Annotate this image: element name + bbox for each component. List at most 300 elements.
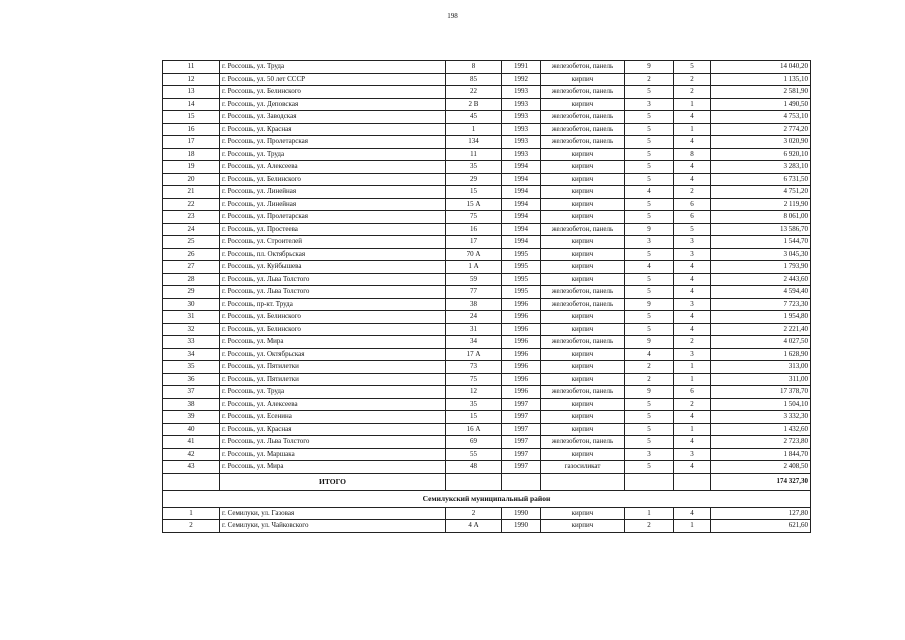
year-cell: 1994 xyxy=(502,198,541,211)
floors-cell: 5 xyxy=(625,136,674,149)
row-number: 18 xyxy=(163,148,220,161)
row-number: 26 xyxy=(163,248,220,261)
row-number: 34 xyxy=(163,348,220,361)
address-cell: г. Семилуки, ул. Чайковского xyxy=(220,520,446,533)
year-cell: 1993 xyxy=(502,86,541,99)
table-row xyxy=(163,86,811,99)
house-number-cell: 8 xyxy=(446,61,502,74)
row-number: 21 xyxy=(163,186,220,199)
table-row xyxy=(163,111,811,124)
entrances-cell: 4 xyxy=(674,323,711,336)
area-cell: 1 490,50 xyxy=(711,98,811,111)
row-number: 41 xyxy=(163,436,220,449)
address-cell: г. Россошь, ул. Красная xyxy=(220,423,446,436)
house-number-cell: 1 xyxy=(446,123,502,136)
house-number-cell: 12 xyxy=(446,386,502,399)
address-cell: г. Россошь, ул. Труда xyxy=(220,386,446,399)
address-cell: г. Россошь, ул. 50 лет СССР xyxy=(220,73,446,86)
area-cell: 13 586,70 xyxy=(711,223,811,236)
entrances-cell: 2 xyxy=(674,186,711,199)
row-number: 12 xyxy=(163,73,220,86)
material-cell: железобетон, панель xyxy=(541,61,625,74)
row-number: 35 xyxy=(163,361,220,374)
area-cell: 3 020,90 xyxy=(711,136,811,149)
table-row xyxy=(163,73,811,86)
entrances-cell: 4 xyxy=(674,311,711,324)
row-number: 31 xyxy=(163,311,220,324)
entrances-cell: 4 xyxy=(674,436,711,449)
house-number-cell: 4 А xyxy=(446,520,502,533)
area-cell: 4 027,50 xyxy=(711,336,811,349)
area-cell: 2 581,90 xyxy=(711,86,811,99)
entrances-cell: 1 xyxy=(674,373,711,386)
table-row xyxy=(163,373,811,386)
area-cell: 1 432,60 xyxy=(711,423,811,436)
year-cell: 1996 xyxy=(502,323,541,336)
floors-cell: 5 xyxy=(625,248,674,261)
house-number-cell: 35 xyxy=(446,161,502,174)
floors-cell: 5 xyxy=(625,198,674,211)
material-cell: кирпич xyxy=(541,520,625,533)
material-cell: кирпич xyxy=(541,311,625,324)
table-row xyxy=(163,411,811,424)
area-cell: 3 283,10 xyxy=(711,161,811,174)
row-number: 27 xyxy=(163,261,220,274)
material-cell: кирпич xyxy=(541,98,625,111)
house-number-cell: 70 А xyxy=(446,248,502,261)
address-cell: г. Россошь, ул. Есенина xyxy=(220,411,446,424)
table-row xyxy=(163,423,811,436)
house-number-cell: 29 xyxy=(446,173,502,186)
entrances-cell: 4 xyxy=(674,161,711,174)
area-cell: 1 628,90 xyxy=(711,348,811,361)
table-row xyxy=(163,520,811,533)
row-number: 28 xyxy=(163,273,220,286)
row-number: 36 xyxy=(163,373,220,386)
address-cell: г. Россошь, ул. Линейная xyxy=(220,198,446,211)
address-cell: г. Россошь, ул. Октябрьская xyxy=(220,348,446,361)
table-row xyxy=(163,461,811,474)
year-cell: 1994 xyxy=(502,211,541,224)
floors-cell: 5 xyxy=(625,123,674,136)
address-cell: г. Россошь, ул. Линейная xyxy=(220,186,446,199)
area-cell: 1 793,90 xyxy=(711,261,811,274)
address-cell: г. Россошь, ул. Пролетарская xyxy=(220,211,446,224)
material-cell: кирпич xyxy=(541,323,625,336)
row-number: 38 xyxy=(163,398,220,411)
floors-cell: 5 xyxy=(625,161,674,174)
house-number-cell: 15 xyxy=(446,186,502,199)
year-cell: 1991 xyxy=(502,61,541,74)
floors-cell: 9 xyxy=(625,298,674,311)
area-cell: 6 920,10 xyxy=(711,148,811,161)
entrances-cell: 3 xyxy=(674,348,711,361)
floors-cell: 9 xyxy=(625,61,674,74)
material-cell: кирпич xyxy=(541,373,625,386)
table-row xyxy=(163,507,811,520)
house-number-cell: 48 xyxy=(446,461,502,474)
floors-cell: 2 xyxy=(625,73,674,86)
entrances-cell: 2 xyxy=(674,398,711,411)
address-cell: г. Россошь, ул. Льва Толстого xyxy=(220,273,446,286)
material-cell: железобетон, панель xyxy=(541,436,625,449)
floors-cell: 3 xyxy=(625,448,674,461)
area-cell: 2 408,50 xyxy=(711,461,811,474)
material-cell: кирпич xyxy=(541,248,625,261)
house-number-cell: 22 xyxy=(446,86,502,99)
material-cell: железобетон, панель xyxy=(541,286,625,299)
address-cell: г. Россошь, ул. Пролетарская xyxy=(220,136,446,149)
entrances-cell: 6 xyxy=(674,386,711,399)
floors-cell: 5 xyxy=(625,273,674,286)
material-cell: железобетон, панель xyxy=(541,298,625,311)
floors-cell: 5 xyxy=(625,323,674,336)
address-cell: г. Россошь, ул. Деповская xyxy=(220,98,446,111)
table-row xyxy=(163,61,811,74)
entrances-cell: 6 xyxy=(674,198,711,211)
year-cell: 1997 xyxy=(502,436,541,449)
material-cell: кирпич xyxy=(541,448,625,461)
floors-cell: 5 xyxy=(625,148,674,161)
address-cell: г. Россошь, ул. Белинского xyxy=(220,173,446,186)
total-empty-cell xyxy=(446,473,502,490)
house-number-cell: 1 А xyxy=(446,261,502,274)
entrances-cell: 4 xyxy=(674,461,711,474)
year-cell: 1996 xyxy=(502,298,541,311)
area-cell: 311,00 xyxy=(711,373,811,386)
row-number: 14 xyxy=(163,98,220,111)
entrances-cell: 3 xyxy=(674,298,711,311)
house-number-cell: 17 А xyxy=(446,348,502,361)
table-row xyxy=(163,386,811,399)
area-cell: 2 723,80 xyxy=(711,436,811,449)
year-cell: 1993 xyxy=(502,98,541,111)
entrances-cell: 5 xyxy=(674,61,711,74)
house-number-cell: 75 xyxy=(446,373,502,386)
floors-cell: 4 xyxy=(625,348,674,361)
year-cell: 1995 xyxy=(502,261,541,274)
entrances-cell: 4 xyxy=(674,111,711,124)
entrances-cell: 4 xyxy=(674,273,711,286)
floors-cell: 5 xyxy=(625,461,674,474)
area-cell: 1 135,10 xyxy=(711,73,811,86)
table-row xyxy=(163,98,811,111)
house-number-cell: 2 В xyxy=(446,98,502,111)
house-number-cell: 73 xyxy=(446,361,502,374)
total-label: ИТОГО xyxy=(220,473,446,490)
area-cell: 2 221,40 xyxy=(711,323,811,336)
address-cell: г. Россошь, ул. Красная xyxy=(220,123,446,136)
area-cell: 1 544,70 xyxy=(711,236,811,249)
floors-cell: 5 xyxy=(625,111,674,124)
floors-cell: 9 xyxy=(625,336,674,349)
address-cell: г. Россошь, ул. Мира xyxy=(220,461,446,474)
year-cell: 1996 xyxy=(502,348,541,361)
area-cell: 6 731,50 xyxy=(711,173,811,186)
material-cell: кирпич xyxy=(541,148,625,161)
year-cell: 1993 xyxy=(502,148,541,161)
area-cell: 313,00 xyxy=(711,361,811,374)
row-number: 25 xyxy=(163,236,220,249)
entrances-cell: 1 xyxy=(674,123,711,136)
table-row xyxy=(163,348,811,361)
material-cell: кирпич xyxy=(541,411,625,424)
table-row xyxy=(163,311,811,324)
table-row xyxy=(163,248,811,261)
material-cell: железобетон, панель xyxy=(541,123,625,136)
table-row xyxy=(163,361,811,374)
row-number: 33 xyxy=(163,336,220,349)
house-number-cell: 17 xyxy=(446,236,502,249)
house-number-cell: 34 xyxy=(446,336,502,349)
total-empty-cell xyxy=(163,473,220,490)
house-number-cell: 31 xyxy=(446,323,502,336)
house-number-cell: 38 xyxy=(446,298,502,311)
row-number: 39 xyxy=(163,411,220,424)
material-cell: кирпич xyxy=(541,423,625,436)
address-cell: г. Россошь, ул. Льва Толстого xyxy=(220,436,446,449)
year-cell: 1995 xyxy=(502,248,541,261)
material-cell: железобетон, панель xyxy=(541,223,625,236)
floors-cell: 2 xyxy=(625,373,674,386)
entrances-cell: 4 xyxy=(674,136,711,149)
house-number-cell: 35 xyxy=(446,398,502,411)
material-cell: кирпич xyxy=(541,348,625,361)
entrances-cell: 2 xyxy=(674,336,711,349)
house-number-cell: 85 xyxy=(446,73,502,86)
row-number: 23 xyxy=(163,211,220,224)
year-cell: 1996 xyxy=(502,386,541,399)
house-number-cell: 2 xyxy=(446,507,502,520)
entrances-cell: 3 xyxy=(674,248,711,261)
floors-cell: 5 xyxy=(625,436,674,449)
address-cell: г. Россошь, ул. Белинского xyxy=(220,323,446,336)
row-number: 30 xyxy=(163,298,220,311)
floors-cell: 9 xyxy=(625,386,674,399)
address-cell: г. Россошь, ул. Куйбышева xyxy=(220,261,446,274)
year-cell: 1994 xyxy=(502,223,541,236)
floors-cell: 4 xyxy=(625,261,674,274)
house-number-cell: 77 xyxy=(446,286,502,299)
address-cell: г. Россошь, пл. Октябрьская xyxy=(220,248,446,261)
house-number-cell: 75 xyxy=(446,211,502,224)
material-cell: кирпич xyxy=(541,198,625,211)
row-number: 43 xyxy=(163,461,220,474)
house-number-cell: 15 А xyxy=(446,198,502,211)
floors-cell: 4 xyxy=(625,186,674,199)
entrances-cell: 6 xyxy=(674,211,711,224)
total-row xyxy=(163,473,811,490)
house-number-cell: 16 А xyxy=(446,423,502,436)
year-cell: 1990 xyxy=(502,520,541,533)
year-cell: 1993 xyxy=(502,123,541,136)
area-cell: 3 332,30 xyxy=(711,411,811,424)
entrances-cell: 4 xyxy=(674,507,711,520)
entrances-cell: 8 xyxy=(674,148,711,161)
row-number: 17 xyxy=(163,136,220,149)
address-cell: г. Россошь, ул. Белинского xyxy=(220,86,446,99)
total-empty-cell xyxy=(625,473,674,490)
row-number: 32 xyxy=(163,323,220,336)
house-number-cell: 55 xyxy=(446,448,502,461)
row-number: 24 xyxy=(163,223,220,236)
house-number-cell: 45 xyxy=(446,111,502,124)
row-number: 2 xyxy=(163,520,220,533)
material-cell: кирпич xyxy=(541,261,625,274)
floors-cell: 5 xyxy=(625,398,674,411)
floors-cell: 9 xyxy=(625,223,674,236)
floors-cell: 5 xyxy=(625,423,674,436)
year-cell: 1996 xyxy=(502,361,541,374)
table-row xyxy=(163,123,811,136)
material-cell: кирпич xyxy=(541,398,625,411)
material-cell: железобетон, панель xyxy=(541,111,625,124)
address-cell: г. Россошь, ул. Мира xyxy=(220,336,446,349)
year-cell: 1993 xyxy=(502,136,541,149)
table-row xyxy=(163,448,811,461)
table-row xyxy=(163,186,811,199)
entrances-cell: 1 xyxy=(674,423,711,436)
table-row xyxy=(163,273,811,286)
floors-cell: 5 xyxy=(625,311,674,324)
floors-cell: 3 xyxy=(625,236,674,249)
table-row xyxy=(163,136,811,149)
address-cell: г. Россошь, ул. Алексеева xyxy=(220,398,446,411)
total-area: 174 327,30 xyxy=(711,473,811,490)
year-cell: 1997 xyxy=(502,411,541,424)
material-cell: кирпич xyxy=(541,211,625,224)
year-cell: 1993 xyxy=(502,111,541,124)
entrances-cell: 4 xyxy=(674,173,711,186)
address-cell: г. Россошь, ул. Пятилетки xyxy=(220,373,446,386)
row-number: 1 xyxy=(163,507,220,520)
material-cell: кирпич xyxy=(541,186,625,199)
year-cell: 1995 xyxy=(502,273,541,286)
table-row xyxy=(163,223,811,236)
area-cell: 3 045,30 xyxy=(711,248,811,261)
total-empty-cell xyxy=(502,473,541,490)
house-number-cell: 24 xyxy=(446,311,502,324)
area-cell: 7 723,30 xyxy=(711,298,811,311)
year-cell: 1997 xyxy=(502,423,541,436)
table-row xyxy=(163,173,811,186)
address-cell: г. Россошь, ул. Труда xyxy=(220,61,446,74)
floors-cell: 5 xyxy=(625,173,674,186)
floors-cell: 5 xyxy=(625,86,674,99)
area-cell: 4 594,40 xyxy=(711,286,811,299)
entrances-cell: 3 xyxy=(674,236,711,249)
year-cell: 1996 xyxy=(502,311,541,324)
table-row xyxy=(163,148,811,161)
entrances-cell: 2 xyxy=(674,86,711,99)
table-row xyxy=(163,298,811,311)
year-cell: 1996 xyxy=(502,373,541,386)
house-number-cell: 16 xyxy=(446,223,502,236)
floors-cell: 2 xyxy=(625,520,674,533)
entrances-cell: 1 xyxy=(674,361,711,374)
material-cell: железобетон, панель xyxy=(541,86,625,99)
year-cell: 1994 xyxy=(502,173,541,186)
address-cell: г. Россошь, ул. Белинского xyxy=(220,311,446,324)
area-cell: 2 119,90 xyxy=(711,198,811,211)
house-number-cell: 134 xyxy=(446,136,502,149)
table-row xyxy=(163,286,811,299)
floors-cell: 5 xyxy=(625,286,674,299)
entrances-cell: 4 xyxy=(674,286,711,299)
area-cell: 17 378,70 xyxy=(711,386,811,399)
entrances-cell: 1 xyxy=(674,98,711,111)
year-cell: 1997 xyxy=(502,461,541,474)
material-cell: кирпич xyxy=(541,361,625,374)
area-cell: 1 844,70 xyxy=(711,448,811,461)
table-row xyxy=(163,236,811,249)
address-cell: г. Россошь, ул. Маршака xyxy=(220,448,446,461)
entrances-cell: 2 xyxy=(674,73,711,86)
area-cell: 14 040,20 xyxy=(711,61,811,74)
entrances-cell: 4 xyxy=(674,261,711,274)
floors-cell: 5 xyxy=(625,211,674,224)
table-row xyxy=(163,198,811,211)
year-cell: 1997 xyxy=(502,448,541,461)
area-cell: 621,60 xyxy=(711,520,811,533)
housing-registry-table xyxy=(162,60,811,533)
row-number: 42 xyxy=(163,448,220,461)
material-cell: кирпич xyxy=(541,173,625,186)
table-row xyxy=(163,436,811,449)
address-cell: г. Россошь, пр-кт. Труда xyxy=(220,298,446,311)
floors-cell: 2 xyxy=(625,361,674,374)
row-number: 29 xyxy=(163,286,220,299)
entrances-cell: 4 xyxy=(674,411,711,424)
row-number: 40 xyxy=(163,423,220,436)
address-cell: г. Россошь, ул. Пятилетки xyxy=(220,361,446,374)
house-number-cell: 15 xyxy=(446,411,502,424)
table-row xyxy=(163,336,811,349)
address-cell: г. Россошь, ул. Льва Толстого xyxy=(220,286,446,299)
page-number: 198 xyxy=(447,12,458,20)
area-cell: 4 751,20 xyxy=(711,186,811,199)
table-row xyxy=(163,161,811,174)
address-cell: г. Россошь, ул. Алексеева xyxy=(220,161,446,174)
area-cell: 1 504,10 xyxy=(711,398,811,411)
entrances-cell: 5 xyxy=(674,223,711,236)
material-cell: железобетон, панель xyxy=(541,336,625,349)
area-cell: 8 061,00 xyxy=(711,211,811,224)
address-cell: г. Семилуки, ул. Газовая xyxy=(220,507,446,520)
row-number: 15 xyxy=(163,111,220,124)
year-cell: 1994 xyxy=(502,161,541,174)
address-cell: г. Россошь, ул. Строителей xyxy=(220,236,446,249)
row-number: 16 xyxy=(163,123,220,136)
area-cell: 2 774,20 xyxy=(711,123,811,136)
address-cell: г. Россошь, ул. Заводская xyxy=(220,111,446,124)
table-row xyxy=(163,323,811,336)
material-cell: железобетон, панель xyxy=(541,136,625,149)
table-row xyxy=(163,211,811,224)
row-number: 19 xyxy=(163,161,220,174)
table-row xyxy=(163,398,811,411)
total-empty-cell xyxy=(674,473,711,490)
floors-cell: 3 xyxy=(625,98,674,111)
year-cell: 1996 xyxy=(502,336,541,349)
house-number-cell: 69 xyxy=(446,436,502,449)
address-cell: г. Россошь, ул. Простеева xyxy=(220,223,446,236)
entrances-cell: 1 xyxy=(674,520,711,533)
entrances-cell: 3 xyxy=(674,448,711,461)
total-empty-cell xyxy=(541,473,625,490)
row-number: 37 xyxy=(163,386,220,399)
year-cell: 1992 xyxy=(502,73,541,86)
